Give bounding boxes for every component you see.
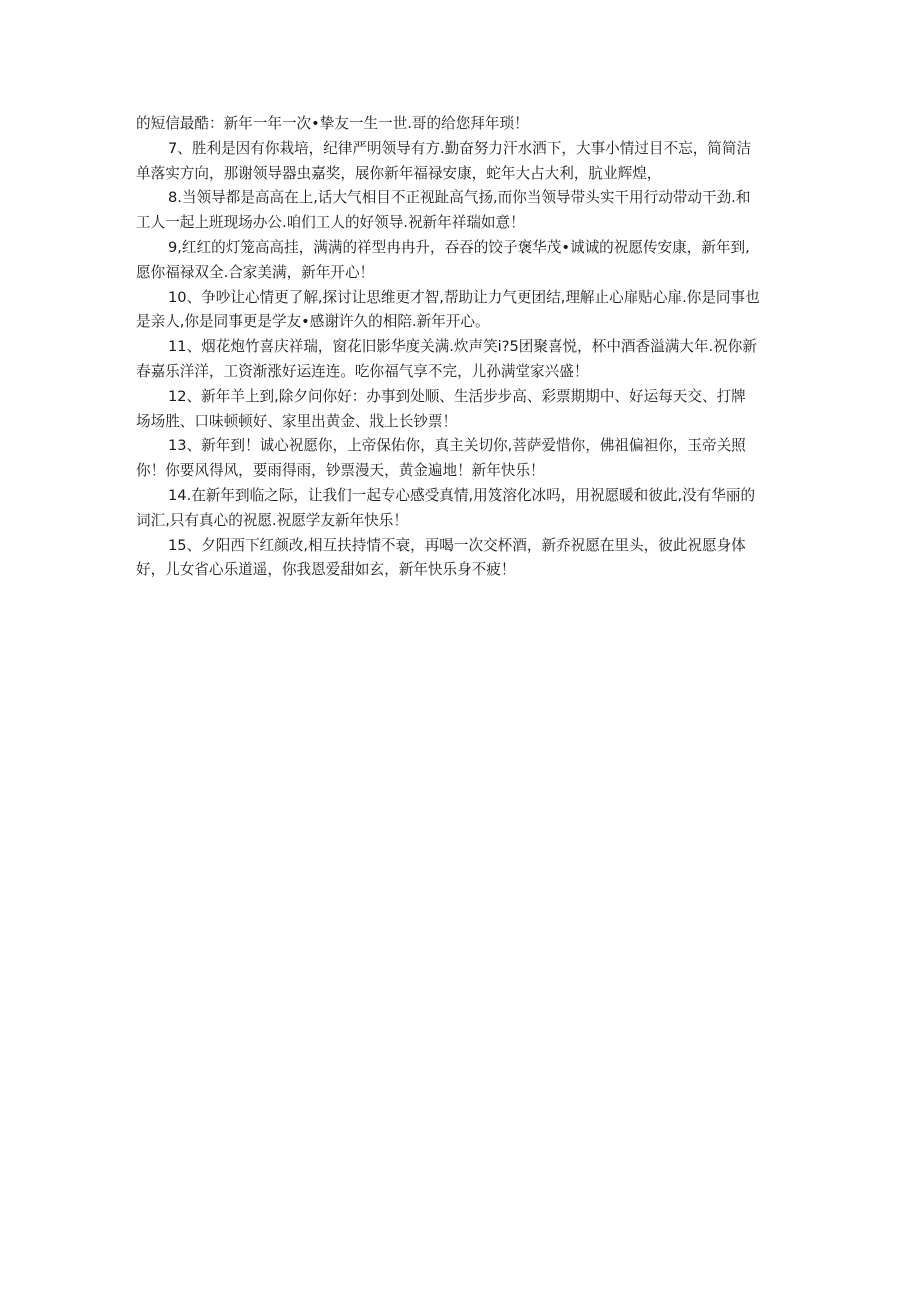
text-line: 14.在新年到临之际，让我们一起专心感受真情,用笈溶化冰吗，用祝愿暖和彼此,没有华丽的: [168, 486, 756, 504]
text-line: 是亲人,你是同事更是学友•感谢许久的相陪.新年开心。: [136, 313, 490, 331]
text-line: 词汇,只有真心的祝愿.祝愿学友新年快乐！: [136, 511, 408, 529]
text-line: 场场胜、口味顿顿好、家里出黄金、戕上长钞票！: [136, 412, 458, 430]
text-line: 的短信最酷：新年一年一次•挚友一生一世.哥的给您拜年琐！: [136, 115, 529, 132]
text-line: 13、新年到！诚心祝愿你，上帝保佑你，真主关切你,菩萨爱惜你，佛祖偏袒你，玉帝关照: [168, 437, 746, 455]
text-line: 8.当领导都是高高在上,话大气相目不正视趾高气扬,而你当领导带头实干用行动带动干劲.和: [168, 189, 751, 207]
text-line: 15、夕阳西下红颜改,相互扶持情不衰，再喝一次交杯酒，新乔祝愿在里头，彼此祝愿身体: [168, 536, 746, 554]
text-line: 工人一起上班现场办公.咱们工人的好领导.祝新年祥瑞如意！: [136, 214, 525, 232]
text-line: 好，儿女省心乐道遥，你我恩爱甜如玄，新年快乐身不疲！: [136, 561, 516, 579]
document-body: [136, 112, 786, 583]
text-line: 10、争吵让心情更了解,探讨让思维更才智,帮助让力气更团结,理解止心扉贴心扉.你是同事也: [168, 288, 760, 306]
text-line: 单落实方向，那谢领导器虫嘉奖，展你新年福禄安康，蛇年大占大利，肮业辉煌，: [136, 164, 662, 182]
text-line: 12、新年羊上到,除夕问你好：办事到处顺、生活步步高、彩票期期中、好运每天交、打牌: [168, 387, 746, 405]
text-line: 7、胜利是因有你栽培，纪律严明领导有方.勤奋努力汗水洒下，大事小情过目不忘，简简洁: [168, 139, 752, 157]
text-line: 愿你福禄双全.合家美满，新年开心！: [136, 263, 375, 281]
text-line: 你！你要风得风，要雨得雨，钞票漫天，黄金遍地！新年快乐！: [136, 462, 545, 480]
text-line: 11、烟花炮竹喜庆祥瑞，窗花旧影华度关满.炊声笑i?5团聚喜悦，杯中酒香溢满大年.祝你新: [168, 338, 757, 356]
text-line: 9,红红的灯笼高高挂，满满的祥型冉冉升，吞吞的饺子褒华茂•诚诚的祝愿传安康，新年到,: [168, 238, 750, 256]
text-line: 春嘉乐洋洋，工资渐涨好运连连。吃你福气享不完，儿孙满堂家兴盛！: [136, 362, 589, 380]
